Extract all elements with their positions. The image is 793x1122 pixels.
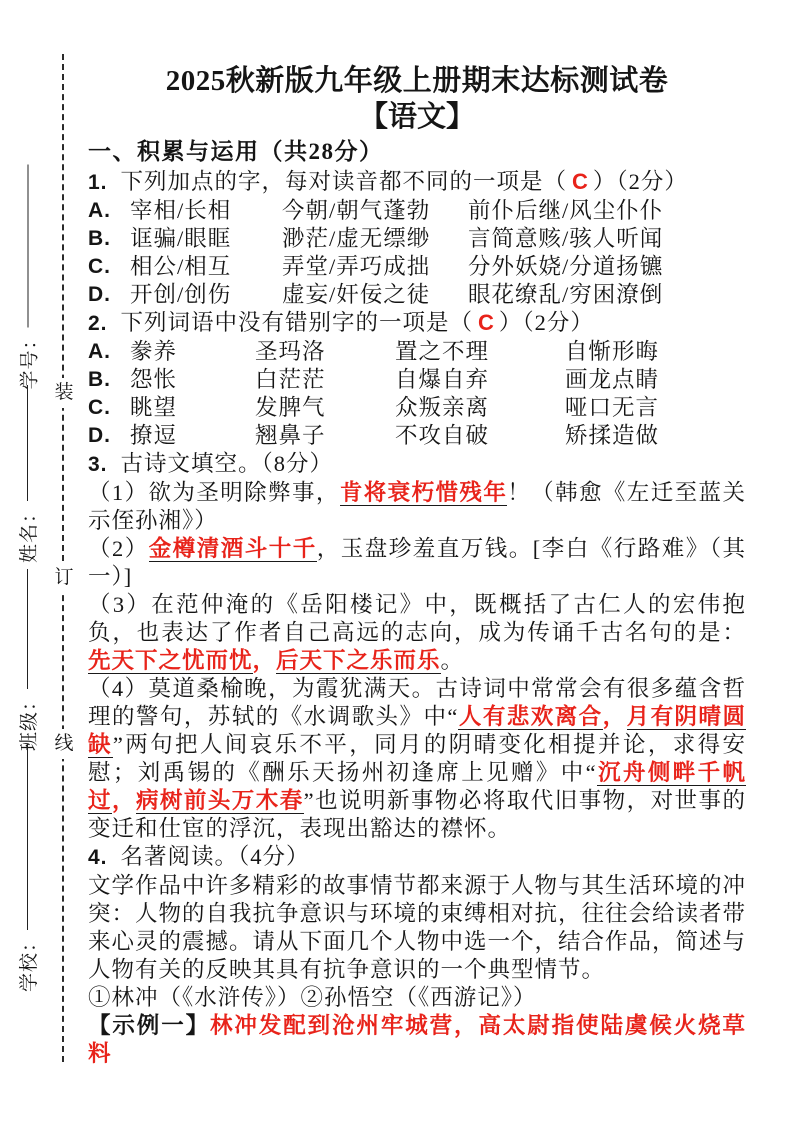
text: （2） — [88, 536, 149, 561]
text: （4）莫道桑榆晚，为霞犹满天。古诗词中常常会有很多蕴含哲理的警句，苏轼的《水调歌头》中“ — [88, 676, 746, 729]
option-text: 宰相/长相 — [130, 198, 232, 223]
answer-fill-red: 沉舟侧畔千帆过 — [88, 760, 746, 813]
answer-fill-red: 肯将衰朽惜残年 — [339, 480, 508, 505]
paragraph — [88, 872, 746, 984]
answer-text-red: 林冲发配到沧州牢城营，高太尉指使陆虞候火烧草料 — [88, 1013, 746, 1066]
option-letter: D. — [88, 424, 111, 447]
option-row — [88, 338, 746, 366]
answer-letter: C — [478, 310, 494, 335]
option-text: 豢养 — [130, 339, 178, 364]
fill-in-blank-line — [27, 744, 28, 930]
answer-fill-red: 先天下之忧而忧 — [88, 648, 253, 673]
text: ①林冲（《水浒传》）②孙悟空（《西游记》） — [88, 985, 537, 1010]
margin-field-school — [14, 744, 40, 992]
option-text: 眼花缭乱/穷困潦倒 — [468, 282, 664, 307]
option-row — [88, 394, 746, 422]
text: ”两句把人间哀乐不平，同月的阴晴变化相提并论，求得安慰；刘禹锡的《酬乐天扬州初逢席上见赠》中“ — [88, 732, 746, 785]
text: 文学作品中许多精彩的故事情节都来源于人物与其生活环境的冲突：人物的自我抗争意识与环境的束缚相对抗，往往会给读者带来心灵的震撼。请从下面几个人物中选一个，结合作品，简述与人物有关的反映其具有抗争意识的一个典型情节。 — [88, 873, 747, 982]
option-text: 眺望 — [130, 395, 178, 420]
question-stem — [88, 168, 746, 197]
section-heading: 一、积累与运用（共28分） — [88, 139, 384, 164]
fill-in-blank-line — [27, 165, 28, 328]
answer-fill-red: 月有阴晴圆缺 — [88, 704, 746, 757]
answer-fill-red: 后天下之乐而乐 — [276, 648, 441, 673]
answer-text-red: ， — [252, 648, 277, 673]
option-letter: B. — [88, 368, 111, 391]
paper-subject: 【语文】 — [358, 101, 475, 133]
text: （3）在范仲淹的《岳阳楼记》中，既概括了古仁人的宏伟抱负，也表达了作者自己高远的志向，成为传诵千古名句的是： — [88, 592, 746, 645]
text: 下列词语中没有错别字的一项是（ — [120, 310, 474, 335]
option-text: 白茫茫 — [255, 367, 326, 392]
option-text: 发脾气 — [255, 395, 326, 420]
option-text: 诓骗/眼眶 — [130, 226, 232, 251]
margin-field-label: 班级： — [18, 690, 40, 751]
margin-field-student-number — [14, 165, 40, 390]
option-text: 哑口无言 — [565, 395, 660, 420]
option-row — [88, 253, 746, 281]
option-text: 相公/相互 — [130, 254, 232, 279]
question-number: 4. — [88, 846, 108, 869]
text: ！（韩愈《左迁至蓝关示侄孙湘》） — [88, 480, 746, 533]
question-stem — [88, 843, 746, 872]
text: ）（2分） — [498, 310, 594, 335]
option-letter: C. — [88, 255, 111, 278]
option-letter: A. — [88, 340, 111, 363]
bold-label: 【示例一】 — [88, 1013, 211, 1038]
margin-field-label: 学校： — [18, 931, 40, 992]
binding-char: 线 — [52, 729, 76, 759]
paragraph — [88, 1012, 746, 1068]
text: 古诗文填空。（8分） — [120, 451, 334, 476]
paragraph — [88, 591, 746, 675]
option-row — [88, 366, 746, 394]
option-letter: C. — [88, 396, 111, 419]
answer-fill-red: 病树前头万木春 — [135, 788, 304, 813]
answer-text-red: ， — [602, 704, 627, 729]
question-blocks — [88, 168, 746, 1068]
option-text: 今朝/朝气蓬勃 — [282, 198, 431, 223]
option-text: 虚妄/奸佞之徒 — [282, 282, 431, 307]
margin-field-label: 姓名： — [18, 502, 40, 563]
option-text: 众叛亲离 — [395, 395, 490, 420]
question-number: 1. — [88, 171, 108, 194]
option-text: 不攻自破 — [395, 423, 490, 448]
option-text: 前仆后继/风尘仆仆 — [468, 198, 664, 223]
margin-field-label: 学号： — [18, 329, 40, 390]
text: （1）欲为圣明除弊事， — [88, 480, 340, 505]
binding-dashed-line — [62, 54, 64, 1062]
text: ”也说明新事物必将取代旧事物，对世事的变迁和仕宦的浮沉，表现出豁达的襟怀。 — [88, 788, 746, 841]
question-stem — [88, 309, 746, 338]
paragraph — [88, 535, 746, 591]
option-row — [88, 225, 746, 253]
paper-title: 2025秋新版九年级上册期末达标测试卷 — [165, 65, 669, 97]
option-row — [88, 197, 746, 225]
question-number: 3. — [88, 453, 108, 476]
text: ）（2分） — [592, 169, 688, 194]
margin-field-class — [14, 569, 40, 751]
option-text: 自爆自弃 — [395, 367, 490, 392]
text: 下列加点的字，每对读音都不同的一项是（ — [120, 169, 568, 194]
option-letter: A. — [88, 199, 111, 222]
option-text: 怨怅 — [130, 367, 178, 392]
paragraph — [88, 479, 746, 535]
margin-field-student-name — [14, 385, 40, 563]
fill-in-blank-line — [27, 385, 28, 501]
question-stem — [88, 450, 746, 479]
option-row — [88, 422, 746, 450]
option-text: 分外妖娆/分道扬镳 — [468, 254, 664, 279]
option-text: 矫揉造做 — [565, 423, 660, 448]
option-text: 渺茫/虚无缥缈 — [282, 226, 431, 251]
option-letter: B. — [88, 227, 111, 250]
paragraph — [88, 984, 746, 1012]
answer-fill-red: 人有悲欢离合 — [458, 704, 603, 729]
binding-char: 订 — [52, 563, 76, 593]
option-text: 言简意赅/骇人听闻 — [468, 226, 664, 251]
paragraph — [88, 675, 746, 843]
option-text: 画龙点睛 — [565, 367, 660, 392]
answer-letter: C — [572, 169, 588, 194]
option-text: 开创/创伤 — [130, 282, 232, 307]
text: 。 — [440, 648, 465, 673]
fill-in-blank-line — [27, 569, 28, 689]
option-text: 自惭形晦 — [565, 339, 660, 364]
option-text: 圣玛洛 — [255, 339, 326, 364]
question-number: 2. — [88, 312, 108, 335]
option-letter: D. — [88, 283, 111, 306]
answer-text-red: ， — [111, 788, 136, 813]
answer-fill-red: 金樽清酒斗十千 — [148, 536, 317, 561]
option-text: 翘鼻子 — [255, 423, 326, 448]
main-content — [88, 62, 746, 1068]
binding-char: 装 — [52, 378, 76, 408]
option-text: 弄堂/弄巧成拙 — [282, 254, 431, 279]
option-text: 撩逗 — [130, 423, 178, 448]
option-text: 置之不理 — [395, 339, 490, 364]
text: ，玉盘珍羞直万钱。[李白《行路难》（其一）] — [88, 536, 746, 589]
text: 名著阅读。（4分） — [120, 844, 310, 869]
option-row — [88, 281, 746, 309]
